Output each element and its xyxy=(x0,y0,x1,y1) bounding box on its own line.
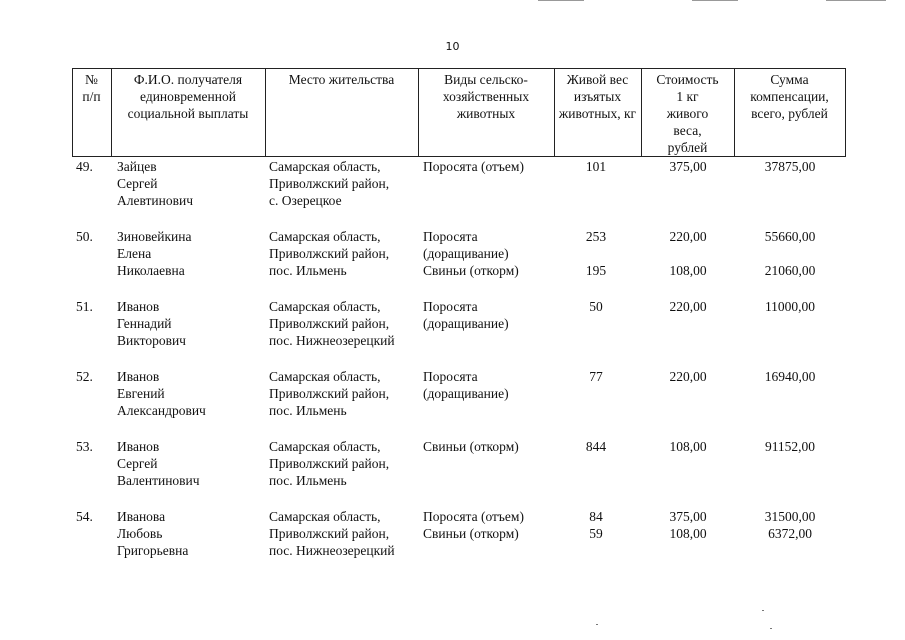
text-line: Место жительства xyxy=(288,72,395,87)
recipient-name xyxy=(117,508,262,559)
text-line: Евгений xyxy=(117,386,165,401)
text-line: № xyxy=(85,72,98,87)
recipient-name xyxy=(117,158,262,209)
text-line: Сергей xyxy=(117,176,158,191)
text-line: Иванов xyxy=(117,369,160,384)
text-line: пос. Ильмень xyxy=(269,403,347,418)
text-line: 844 xyxy=(585,439,607,454)
text-line: 220,00 xyxy=(669,369,707,384)
text-line: веса, xyxy=(673,123,702,138)
text-line: 220,00 xyxy=(669,299,707,314)
text-line: 84 xyxy=(589,509,603,524)
text-line: пос. Нижнеозерецкий xyxy=(269,333,395,348)
text-line: 101 xyxy=(585,159,607,174)
text-line: (доращивание) xyxy=(423,386,509,401)
text-line: Самарская область, xyxy=(269,229,381,244)
header-price xyxy=(641,71,734,156)
text-line: Любовь xyxy=(117,526,163,541)
text-line: 108,00 xyxy=(669,526,707,541)
text-line: всего, рублей xyxy=(751,106,828,121)
recipient-name xyxy=(117,298,262,349)
price-per-kg xyxy=(646,368,730,385)
text-line: 375,00 xyxy=(669,509,707,524)
recipient-name xyxy=(117,228,262,279)
live-weight xyxy=(556,438,636,455)
text-line: социальной выплаты xyxy=(127,106,249,121)
text-line: Поросята xyxy=(423,369,478,384)
live-weight xyxy=(556,298,636,315)
row-number: 52. xyxy=(76,369,93,384)
text-line: Григорьевна xyxy=(117,543,189,558)
text-line: 195 xyxy=(585,263,607,278)
text-line: Самарская область, xyxy=(269,509,381,524)
text-line: Стоимость xyxy=(656,72,719,87)
residence xyxy=(269,368,419,419)
text-line: Приволжский район, xyxy=(269,176,390,191)
animal-types xyxy=(423,158,553,175)
price-per-kg xyxy=(646,158,730,175)
compensation-sum xyxy=(740,228,840,279)
recipient-name xyxy=(117,438,262,489)
header-num xyxy=(72,71,111,105)
header-top-border xyxy=(72,68,846,69)
text-line: рублей xyxy=(667,140,708,155)
text-line: 21060,00 xyxy=(764,263,816,278)
text-line: животных, кг xyxy=(558,106,637,121)
text-line: Валентинович xyxy=(117,473,200,488)
price-per-kg xyxy=(646,508,730,542)
live-weight xyxy=(556,228,636,279)
page-number: 10 xyxy=(445,40,460,53)
residence xyxy=(269,158,419,209)
header-weight xyxy=(554,71,641,122)
text-line: (доращивание) xyxy=(423,246,509,261)
compensation-sum xyxy=(740,298,840,315)
text-line xyxy=(556,245,636,262)
text-line: Самарская область, xyxy=(269,369,381,384)
text-line: Приволжский район, xyxy=(269,526,390,541)
text-line: Зайцев xyxy=(117,159,157,174)
text-line: Свиньи (откорм) xyxy=(423,526,519,541)
text-line: 108,00 xyxy=(669,439,707,454)
text-line: компенсации, xyxy=(750,89,829,104)
text-line: Сергей xyxy=(117,456,158,471)
header-animals xyxy=(418,71,554,122)
scan-mark-top-3 xyxy=(826,0,886,1)
header-place xyxy=(265,71,418,88)
row-number: 49. xyxy=(76,159,93,174)
row-number: 51. xyxy=(76,299,93,314)
text-line: (доращивание) xyxy=(423,316,509,331)
text-line: Поросята (отъем) xyxy=(423,159,524,174)
text-line: Свиньи (откорм) xyxy=(423,439,519,454)
text-line: Самарская область, xyxy=(269,159,381,174)
compensation-sum xyxy=(740,368,840,385)
text-line: Алевтинович xyxy=(117,193,194,208)
text-line: изъятых xyxy=(573,89,622,104)
header-fio xyxy=(111,71,265,122)
price-per-kg xyxy=(646,438,730,455)
text-line: с. Озерецкое xyxy=(269,193,342,208)
price-per-kg xyxy=(646,298,730,315)
text-line: 375,00 xyxy=(669,159,707,174)
row-number: 53. xyxy=(76,439,93,454)
text-line: 59 xyxy=(589,526,603,541)
text-line: Викторович xyxy=(117,333,186,348)
compensation-sum xyxy=(740,508,840,542)
text-line: Приволжский район, xyxy=(269,456,390,471)
residence xyxy=(269,438,419,489)
text-line: Поросята xyxy=(423,299,478,314)
animal-types xyxy=(423,508,553,542)
scan-speck xyxy=(596,624,598,625)
text-line: Самарская область, xyxy=(269,439,381,454)
text-line: 50 xyxy=(589,299,603,314)
text-line: 16940,00 xyxy=(764,369,816,384)
text-line xyxy=(646,245,730,262)
text-line: Поросята xyxy=(423,229,478,244)
text-line xyxy=(740,245,840,262)
text-line: 108,00 xyxy=(669,263,707,278)
text-line: 1 кг xyxy=(676,89,699,104)
live-weight xyxy=(556,158,636,175)
row-number: 50. xyxy=(76,229,93,244)
scan-speck xyxy=(770,628,772,629)
recipient-name xyxy=(117,368,262,419)
text-line: хозяйственных xyxy=(442,89,530,104)
animal-types xyxy=(423,298,553,332)
text-line: Ф.И.О. получателя xyxy=(133,72,243,87)
text-line: Иванова xyxy=(117,509,166,524)
compensation-sum xyxy=(740,438,840,455)
text-line: Геннадий xyxy=(117,316,172,331)
live-weight xyxy=(556,368,636,385)
text-line: Свиньи (откорм) xyxy=(423,263,519,278)
compensation-sum xyxy=(740,158,840,175)
text-line: 77 xyxy=(589,369,603,384)
text-line: 6372,00 xyxy=(768,526,812,541)
text-line: пос. Нижнеозерецкий xyxy=(269,543,395,558)
text-line: Иванов xyxy=(117,439,160,454)
animal-types xyxy=(423,228,553,279)
text-line: 253 xyxy=(585,229,607,244)
text-line: Зиновейкина xyxy=(117,229,192,244)
live-weight xyxy=(556,508,636,542)
text-line: Виды сельско- xyxy=(444,72,528,87)
text-line: Приволжский район, xyxy=(269,386,390,401)
text-line: 31500,00 xyxy=(764,509,816,524)
text-line: 220,00 xyxy=(669,229,707,244)
text-line: Александрович xyxy=(117,403,206,418)
header-col-divider xyxy=(845,68,846,156)
text-line: 11000,00 xyxy=(764,299,816,314)
scan-mark-top-1 xyxy=(538,0,584,1)
text-line: Сумма xyxy=(770,72,809,87)
text-line: Николаевна xyxy=(117,263,185,278)
scan-mark-top-2 xyxy=(692,0,738,1)
animal-types xyxy=(423,438,553,455)
residence xyxy=(269,228,419,279)
text-line: животных xyxy=(456,106,516,121)
text-line: 55660,00 xyxy=(764,229,816,244)
text-line: 37875,00 xyxy=(764,159,816,174)
text-line: п/п xyxy=(82,89,101,104)
text-line: Живой вес xyxy=(566,72,629,87)
header-bottom-border xyxy=(72,156,846,157)
residence xyxy=(269,508,419,559)
animal-types xyxy=(423,368,553,402)
text-line: единовременной xyxy=(140,89,236,104)
price-per-kg xyxy=(646,228,730,279)
text-line: Приволжский район, xyxy=(269,316,390,331)
text-line: Иванов xyxy=(117,299,160,314)
residence xyxy=(269,298,419,349)
scan-speck xyxy=(762,610,764,611)
header-sum xyxy=(734,71,845,122)
text-line: 91152,00 xyxy=(764,439,816,454)
text-line: Поросята (отъем) xyxy=(423,509,524,524)
row-number: 54. xyxy=(76,509,93,524)
text-line: живого xyxy=(666,106,709,121)
text-line: пос. Ильмень xyxy=(269,263,347,278)
text-line: Самарская область, xyxy=(269,299,381,314)
text-line: Елена xyxy=(117,246,152,261)
text-line: Приволжский район, xyxy=(269,246,390,261)
text-line: пос. Ильмень xyxy=(269,473,347,488)
